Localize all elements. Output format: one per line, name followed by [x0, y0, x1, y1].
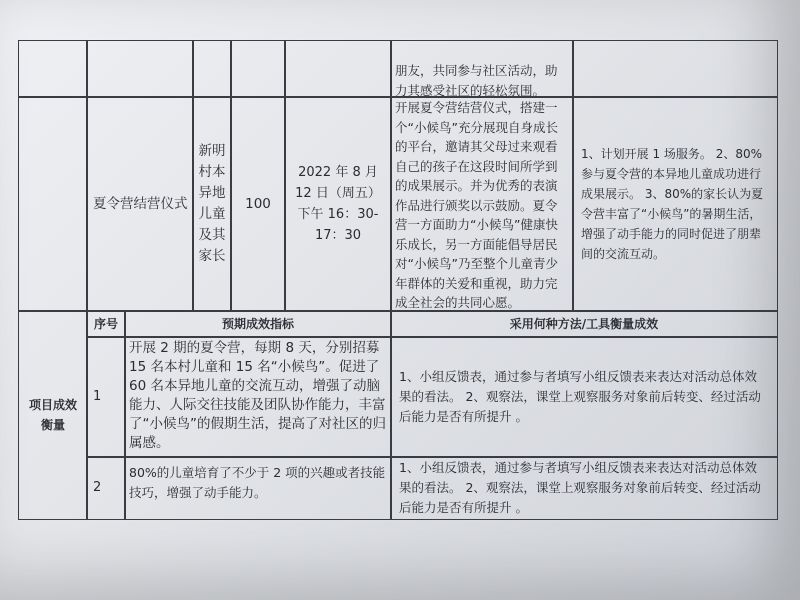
activity-name: 夏令营结营仪式	[93, 196, 188, 212]
eval-row-2-no: 2	[93, 480, 102, 495]
eval-header-indicator-cell	[124, 310, 392, 338]
top-row-content-cell	[390, 40, 574, 98]
eval-section-label-cell	[18, 310, 88, 520]
activity-goal: 1、计划开展 1 场服务。 2、80%参与夏令营的本异地儿童成功进行成果展示。 3、80%的家长认为夏令营丰富了“小候鸟”的暑期生活，增强了动手能力的同时促进了朋辈间的交流互动。	[581, 147, 764, 261]
eval-header-indicator: 预期成效指标	[221, 317, 294, 331]
eval-row-2-method-cell	[390, 456, 778, 520]
top-row-goal-cell	[572, 40, 778, 98]
eval-header-method-cell	[390, 310, 778, 338]
activity-goal-cell	[572, 96, 778, 312]
top-row-cell-4	[230, 40, 286, 98]
eval-row-2-indicator: 80%的儿童培育了不少于 2 项的兴趣或者技能技巧，增强了动手能力。	[129, 465, 386, 500]
eval-row-2-indicator-cell	[124, 456, 392, 520]
top-row-cell-5	[284, 40, 392, 98]
eval-header-no: 序号	[93, 317, 118, 331]
eval-row-1-indicator: 开展 2 期的夏令营，每期 8 天，分别招募 15 名本村儿童和 15 名“小候鸟”。促进了 60 名本异地儿童的交流互动，增强了动脑能力、人际交往技能及团队协作能力，丰富了“小候鸟”的假期生活，提高了对社区的归属感。	[129, 340, 386, 451]
activity-name-cell	[86, 96, 194, 312]
activity-content: 开展夏令营结营仪式，搭建一个“小候鸟”充分展现自身成长的平台，邀请其父母过来观看自己的孩子在这段时间所学到的成果展示。并为优秀的表演作品进行颁奖以示鼓励。夏令营一方面助力“小候鸟”健康快乐成长，另一方面能倡导居民对“小候鸟”乃至整个儿童青少年群体的关爱和重视，助力完成全社会的共同心愿。	[395, 100, 558, 310]
eval-row-1-method: 1、小组反馈表，通过参与者填写小组反馈表来表达对活动总体效果的看法。 2、观察法，课堂上观察服务对象前后转变、经过活动后能力是否有所提升 。	[399, 369, 761, 424]
activity-content-cell	[390, 96, 574, 312]
top-row-content-text: 朋友，共同参与社区活动，助力其感受社区的轻松氛围。	[395, 63, 558, 98]
eval-row-2-no-cell	[86, 456, 126, 520]
top-row-cell-2	[86, 40, 194, 98]
eval-row-2-method: 1、小组反馈表，通过参与者填写小组反馈表来表达对活动总体效果的看法。 2、观察法，课堂上观察服务对象前后转变、经过活动后能力是否有所提升 。	[399, 460, 761, 515]
activity-time-cell	[284, 96, 392, 312]
activity-count: 100	[245, 196, 271, 212]
activity-target: 新明村本异地儿童及其家长	[198, 143, 226, 264]
activity-time: 2022 年 8 月 12 日（周五）下午 16：30-17：30	[295, 165, 381, 243]
activity-target-cell	[192, 96, 232, 312]
eval-header-no-cell	[86, 310, 126, 338]
eval-row-1-method-cell	[390, 336, 778, 458]
activity-count-cell	[230, 96, 286, 312]
eval-row-1-no: 1	[93, 389, 102, 404]
eval-header-method: 采用何种方法/工具衡量成效	[509, 317, 659, 331]
eval-row-1-no-cell	[86, 336, 126, 458]
eval-section-label: 项目成效衡量	[28, 398, 77, 432]
eval-row-1-indicator-cell	[124, 336, 392, 458]
top-row-cell-1	[18, 40, 88, 98]
activity-left-cell	[18, 96, 88, 312]
top-row-cell-3	[192, 40, 232, 98]
